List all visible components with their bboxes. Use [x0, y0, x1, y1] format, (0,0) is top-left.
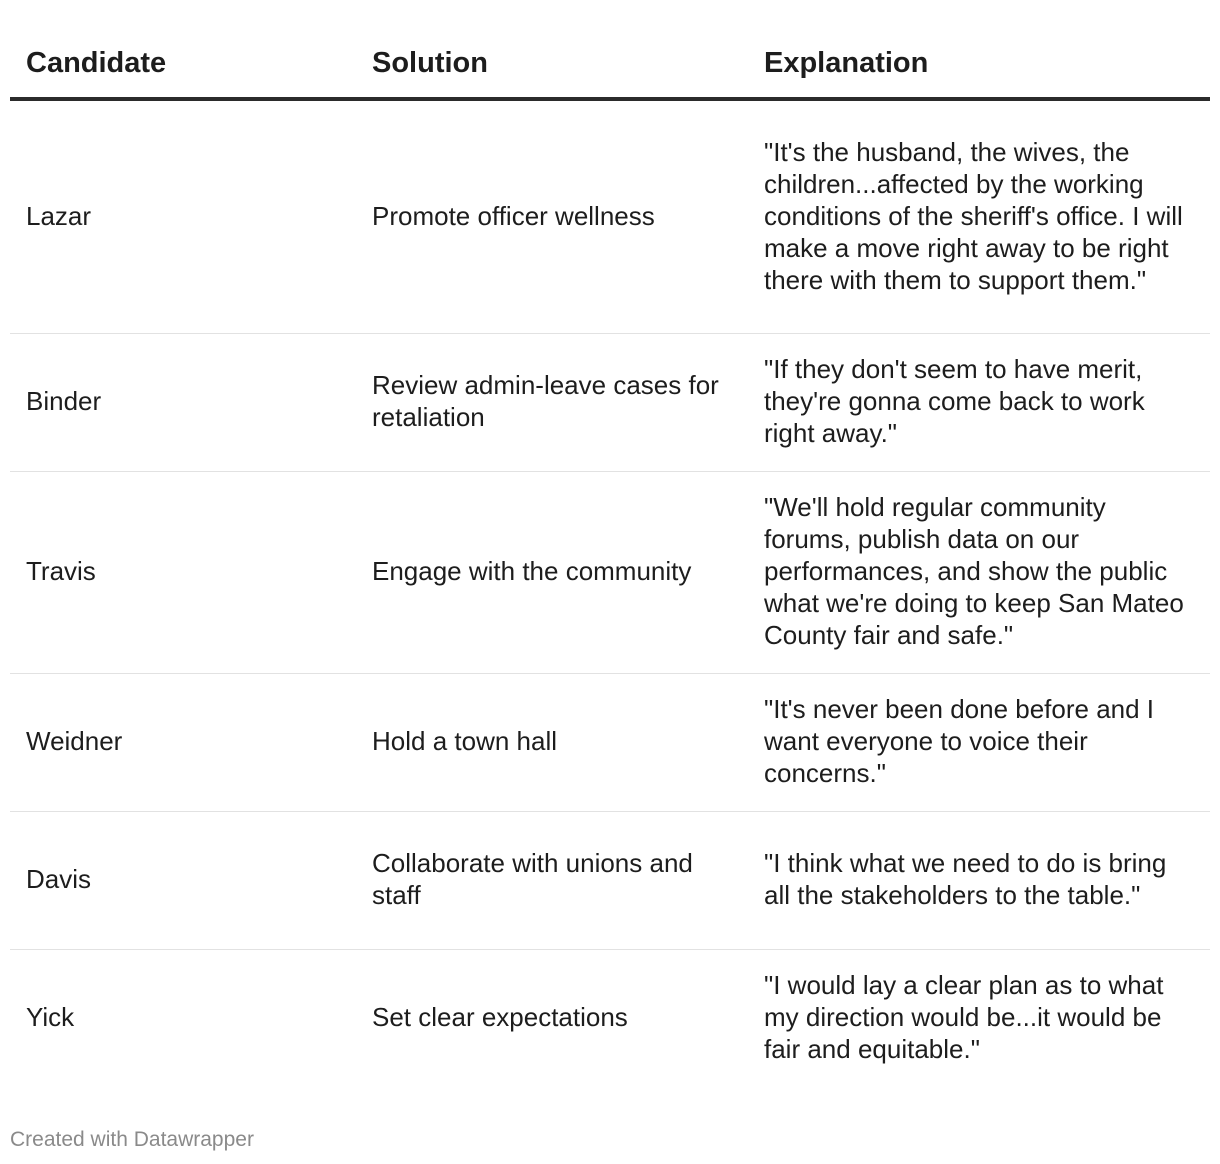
table-row: [10, 673, 1210, 811]
cell-candidate: Yick: [26, 1002, 75, 1033]
cell-candidate: Binder: [10, 333, 356, 471]
cell-solution: Engage with the community: [356, 471, 748, 673]
table-row: [10, 99, 1210, 333]
header-row: [10, 30, 1210, 99]
table-row: [10, 811, 1210, 949]
data-table-container: [10, 30, 1210, 1087]
cell-solution: Promote officer wellness: [356, 99, 748, 333]
cell-explanation: "It's never been done before and I want everyone to voice their concerns.": [748, 673, 1210, 811]
datawrapper-credit[interactable]: Created with Datawrapper: [10, 1128, 254, 1151]
cell-solution: Hold a town hall: [356, 673, 748, 811]
header-candidate[interactable]: Candidate: [10, 30, 356, 99]
table-row: [10, 949, 1210, 1087]
cell-candidate: Travis: [10, 471, 356, 673]
table-header: [10, 30, 1210, 99]
header-explanation[interactable]: Explanation: [748, 30, 1210, 99]
cell-explanation: "I think what we need to do is bring all the stakeholders to the table.": [748, 811, 1210, 949]
cell-explanation: "We'll hold regular community forums, publish data on our performances, and show the public what we're doing to keep San Mateo County fair and safe.": [748, 471, 1210, 673]
cell-solution: Set clear expectations: [372, 1002, 628, 1033]
cell-candidate: Lazar: [10, 99, 356, 333]
cell-solution: Review admin-leave cases for retaliation: [356, 333, 748, 471]
cell-explanation: "If they don't seem to have merit, they're gonna come back to work right away.": [748, 333, 1210, 471]
table-body: [10, 99, 1210, 1087]
candidates-table: [10, 30, 1210, 1087]
table-row: [10, 333, 1210, 471]
cell-solution: Collaborate with unions and staff: [356, 811, 748, 949]
header-solution[interactable]: Solution: [356, 30, 748, 99]
cell-candidate: Weidner: [10, 673, 356, 811]
cell-explanation: "It's the husband, the wives, the children...affected by the working conditions of the sheriff's office. I will make a move right away to be right there with them to support them.": [748, 99, 1210, 333]
table-row: [10, 471, 1210, 673]
cell-candidate: Davis: [10, 811, 356, 949]
cell-explanation: "I would lay a clear plan as to what my direction would be...it would be fair and equitable.": [764, 970, 1164, 1065]
